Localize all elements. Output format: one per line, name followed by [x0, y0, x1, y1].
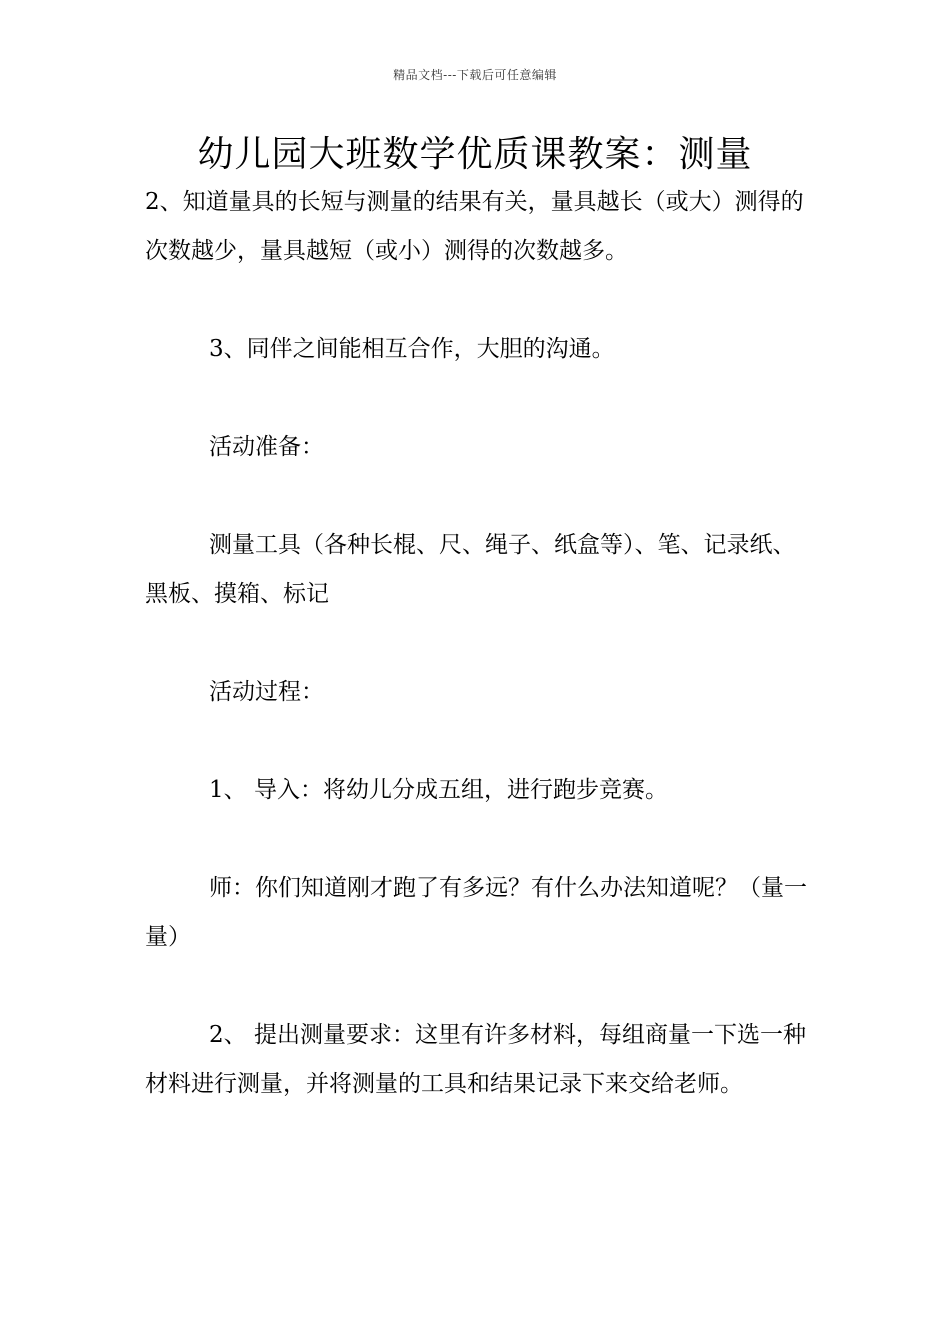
header-note: 精品文档---下载后可任意编辑	[393, 68, 557, 82]
paragraph-step-1: 1、 导入：将幼儿分成五组，进行跑步竞赛。	[209, 777, 668, 803]
paragraph-goal-3: 3、同伴之间能相互合作，大胆的沟通。	[209, 336, 615, 362]
paragraph-teacher-question: 师：你们知道刚才跑了有多远？有什么办法知道呢？（量一量）	[145, 875, 807, 950]
heading-activity-process: 活动过程：	[209, 679, 324, 705]
heading-activity-preparation: 活动准备：	[209, 434, 324, 460]
document-body	[145, 178, 810, 1109]
paragraph-step-2: 2、 提出测量要求：这里有许多材料，每组商量一下选一种材料进行测量，并将测量的工具和结果记录下来交给老师。	[145, 1022, 806, 1097]
paragraph-goal-2: 2、知道量具的长短与测量的结果有关，量具越长（或大）测得的次数越少，量具越短（或小）测得的次数越多。	[145, 189, 804, 264]
paragraph-materials: 测量工具（各种长棍、尺、绳子、纸盒等）、笔、记录纸、黑板、摸箱、标记	[145, 532, 796, 607]
document-title: 幼儿园大班数学优质课教案：测量	[197, 134, 753, 175]
